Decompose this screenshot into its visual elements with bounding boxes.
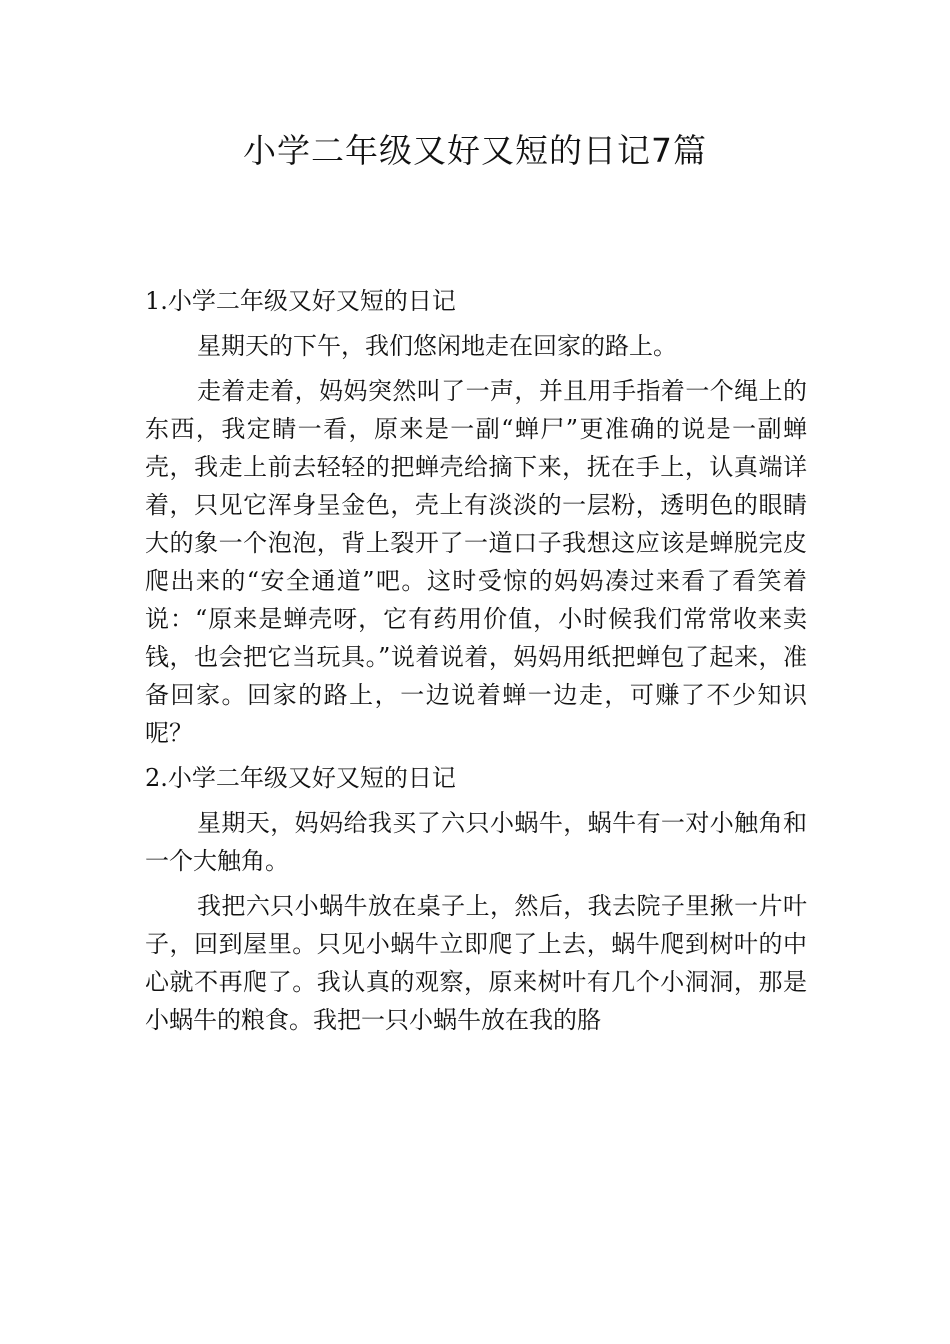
paragraph: 我把六只小蜗牛放在桌子上，然后，我去院子里揪一片叶子，回到屋里。只见小蜗牛立即爬了上去，蜗牛爬到树叶的中心就不再爬了。我认真的观察，原来树叶有几个小洞洞，那是小蜗牛的粮食。我把一只小蜗牛放在我的胳 bbox=[145, 892, 807, 1034]
diary-section-2 bbox=[145, 759, 807, 1039]
section-heading: 2.小学二年级又好又短的日记 bbox=[145, 764, 456, 792]
paragraph: 星期天的下午，我们悠闲地走在回家的路上。 bbox=[197, 332, 677, 360]
diary-section-1 bbox=[145, 282, 807, 752]
document-body bbox=[145, 282, 807, 1046]
paragraph: 星期天，妈妈给我买了六只小蜗牛，蜗牛有一对小触角和一个大触角。 bbox=[145, 809, 807, 875]
paragraph: 走着走着，妈妈突然叫了一声，并且用手指着一个绳上的东西，我定睛一看，原来是一副“蝉尸”更准确的说是一副蝉壳，我走上前去轻轻的把蝉壳给摘下来，抚在手上，认真端详着，只见它浑身呈金色，壳上有淡淡的一层粉，透明色的眼睛大的象一个泡泡，背上裂开了一道口子我想这应该是蝉脱完皮爬出来的“安全通道”吧。这时受惊的妈妈凑过来看了看笑着说：“原来是蝉壳呀，它有药用价值，小时候我们常常收来卖钱，也会把它当玩具。”说着说着，妈妈用纸把蝉包了起来，准备回家。回家的路上，一边说着蝉一边走，可赚了不少知识呢？ bbox=[145, 377, 807, 747]
document-title: 小学二年级又好又短的日记7篇 bbox=[243, 131, 707, 170]
section-heading: 1.小学二年级又好又短的日记 bbox=[145, 287, 456, 315]
